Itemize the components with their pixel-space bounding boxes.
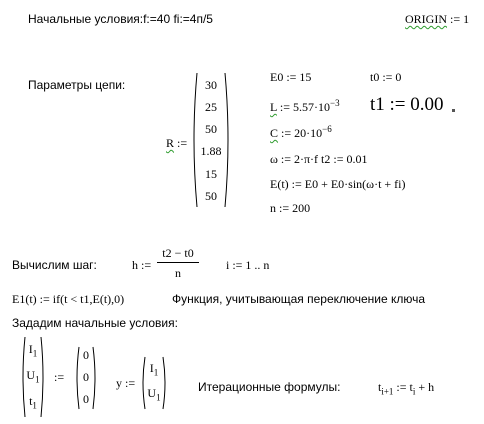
r-value-4: 1.88	[200, 144, 222, 158]
r-value-3: 50	[205, 122, 217, 136]
n-definition[interactable]: n := 200	[270, 201, 311, 215]
r-label: R	[166, 136, 175, 150]
r-vector[interactable]	[190, 72, 232, 208]
c-value: := 20·10	[278, 126, 323, 140]
origin-assignment[interactable]	[405, 12, 469, 27]
t-iteration-formula[interactable]	[378, 380, 434, 395]
r-value-2: 25	[205, 100, 217, 114]
r-value-1: 30	[205, 78, 217, 92]
zero-1: 0	[83, 348, 89, 362]
h-fraction[interactable]	[157, 246, 199, 280]
zero-vector[interactable]	[74, 346, 98, 410]
c-exponent: −6	[322, 124, 332, 134]
r-value-5: 15	[205, 167, 217, 181]
t0-definition[interactable]: t0 := 0	[370, 70, 402, 84]
y-u1: $U_1$	[147, 386, 161, 403]
l-name: L	[270, 100, 277, 114]
resize-handle-icon[interactable]	[452, 109, 455, 112]
omega-definition[interactable]: ω := 2·π·f t2 := 0.01	[270, 152, 368, 166]
switch-description[interactable]: Функция, учитывающая переключение ключа	[172, 292, 426, 306]
state-vector[interactable]	[20, 336, 46, 418]
initial-conditions-text[interactable]: Начальные условия:f:=40 fi:=4п/5	[28, 12, 213, 26]
r-value-6: 50	[205, 189, 217, 203]
state-t1: $t_1$	[29, 394, 37, 411]
y-lhs[interactable]: y :=	[116, 376, 136, 390]
t-rhs: := t	[393, 380, 413, 394]
h-fraction-bar	[157, 262, 199, 263]
t1-definition[interactable]	[370, 94, 444, 116]
c-name: C	[270, 126, 279, 140]
state-i1: $I_1$	[28, 342, 38, 359]
zero-2: 0	[83, 370, 89, 384]
h-denominator: n	[175, 266, 181, 280]
r-assignment[interactable]	[166, 136, 187, 151]
params-label[interactable]: Параметры цепи:	[28, 78, 126, 92]
state-u1: $U_1$	[26, 368, 40, 385]
step-label[interactable]: Вычислим шаг:	[12, 258, 97, 272]
e0-definition[interactable]: E0 := 15	[270, 70, 312, 84]
zero-3: 0	[83, 392, 89, 406]
t-lhs: t	[378, 380, 382, 394]
state-assign: :=	[54, 370, 65, 384]
iteration-label[interactable]: Итерационные формулы:	[198, 380, 341, 394]
y-vector[interactable]	[140, 356, 168, 410]
h-numerator: t2 − t0	[162, 246, 194, 260]
initial-label[interactable]: Зададим начальные условия:	[12, 316, 178, 330]
l-value: := 5.57·10	[276, 100, 330, 114]
e1-formula[interactable]: E1(t) := if(t < t1,E(t),0)	[12, 292, 125, 306]
h-lhs[interactable]: h :=	[132, 258, 152, 272]
t-rhs-tail: + h	[415, 380, 435, 394]
t-rhs-sub: i	[412, 386, 416, 397]
r-assign: :=	[177, 136, 188, 150]
l-definition[interactable]	[270, 100, 340, 115]
origin-value: := 1	[450, 12, 470, 26]
t-lhs-sub: i+1	[381, 386, 394, 397]
t1-text: t1 := 0.00	[370, 94, 444, 115]
origin-label: ORIGIN	[405, 12, 447, 26]
c-definition[interactable]	[270, 126, 332, 141]
et-definition[interactable]: E(t) := E0 + E0·sin(ω·t + fi)	[270, 177, 406, 191]
y-i1: $I_1$	[149, 361, 159, 378]
i-range[interactable]: i := 1 .. n	[226, 258, 270, 272]
l-exponent: −3	[330, 98, 340, 108]
